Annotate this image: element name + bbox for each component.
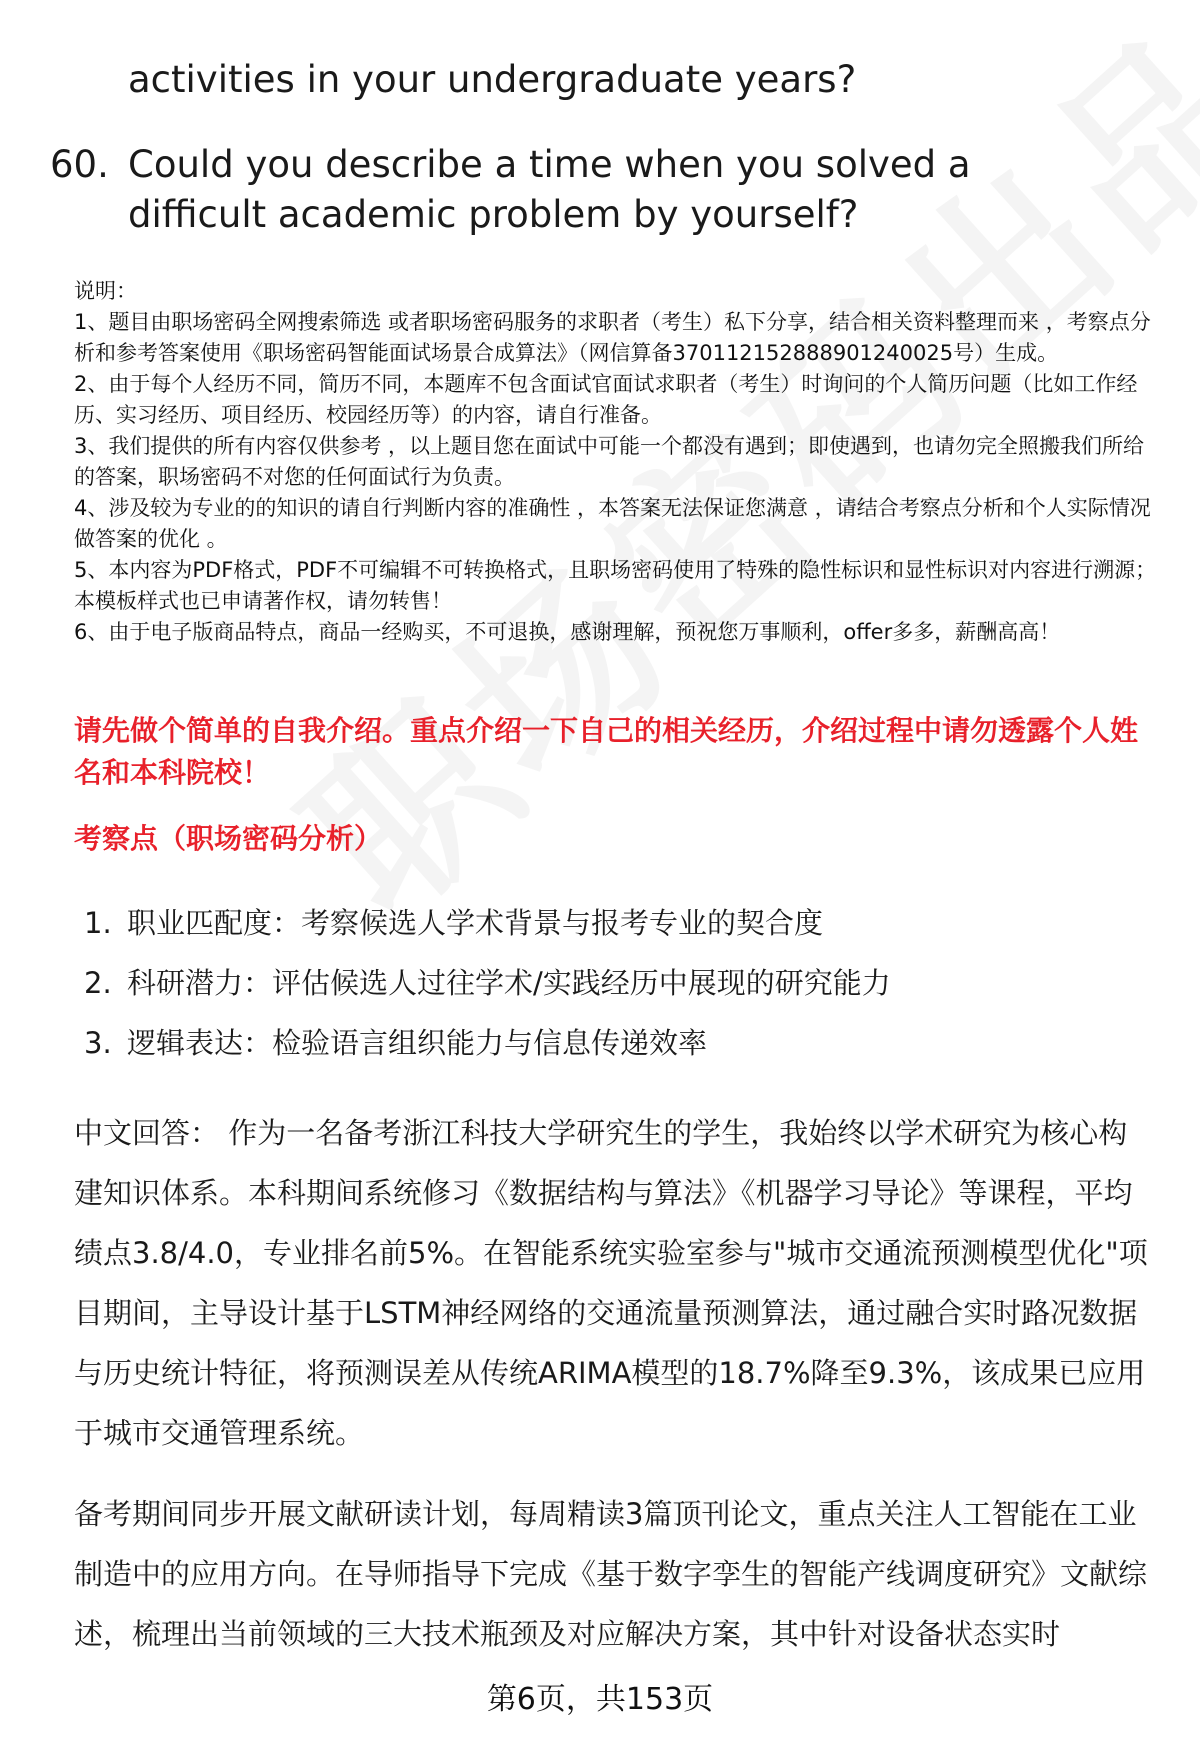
analysis-point-number: 1.: [84, 906, 112, 940]
analysis-point-text: 逻辑表达：检验语言组织能力与信息传递效率: [127, 1026, 708, 1060]
note-item: 5、本内容为PDF格式，PDF不可编辑不可转换格式，且职场密码使用了特殊的隐性标识和显性标识对内容进行溯源；本模板样式也已申请著作权，请勿转售！: [74, 558, 1157, 613]
note-item: 3、我们提供的所有内容仅供参考 ，以上题目您在面试中可能一个都没有遇到；即使遇到，也请勿完全照搬我们所给的答案，职场密码不对您的任何面试行为负责。: [74, 434, 1145, 489]
analysis-point: [84, 893, 1144, 953]
analysis-points: [84, 893, 1144, 1073]
interview-prompt: 请先做个简单的自我介绍。重点介绍一下自己的相关经历，介绍过程中请勿透露个人姓名和本科院校！: [74, 714, 1139, 789]
answer-paragraph-2: 备考期间同步开展文献研读计划，每周精读3篇顶刊论文，重点关注人工智能在工业制造中的应用方向。在导师指导下完成《基于数字孪生的智能产线调度研究》文献综述，梳理出当前领域的三大技术瓶颈及对应解决方案，其中针对设备状态实时: [74, 1497, 1148, 1651]
analysis-point-number: 2.: [84, 966, 112, 1000]
notes-section: [74, 276, 1164, 648]
analysis-point: [84, 953, 1144, 1013]
note-item: 6、由于电子版商品特点，商品一经购买，不可退换，感谢理解，预祝您万事顺利，offer多多，薪酬高高！: [74, 620, 1061, 644]
analysis-point-text: 科研潜力：评估候选人过往学术/实践经历中展现的研究能力: [127, 966, 891, 1000]
analysis-point: [84, 1013, 1144, 1073]
question-continuation: activities in your undergraduate years?: [128, 58, 857, 101]
notes-title: 说明：: [74, 279, 137, 303]
question-number: 60.: [50, 143, 109, 186]
note-item: 4、涉及较为专业的的知识的请自行判断内容的准确性 ，本答案无法保证您满意 ，请结合考察点分析和个人实际情况做答案的优化 。: [74, 496, 1151, 551]
answer-paragraph-1: 中文回答： 作为一名备考浙江科技大学研究生的学生，我始终以学术研究为核心构建知识体系。本科期间系统修习《数据结构与算法》《机器学习导论》等课程，平均绩点3.8/4.0，专业排名前5%。在智能系统实验室参与"城市交通流预测模型优化"项目期间，主导设计基于LSTM神经网络的交通流量预测算法，通过融合实时路况数据与历史统计特征，将预测误差从传统ARIMA模型的18.7%降至9.3%，该成果已应用于城市交通管理系统。: [74, 1116, 1148, 1450]
analysis-point-text: 职业匹配度：考察候选人学术背景与报考专业的契合度: [127, 906, 824, 940]
analysis-title: 考察点（职场密码分析）: [74, 822, 383, 855]
note-item: 2、由于每个人经历不同，简历不同，本题库不包含面试官面试求职者（考生）时询问的个人简历问题（比如工作经历、实习经历、项目经历、校园经历等）的内容，请自行准备。: [74, 372, 1138, 427]
question-item: [50, 140, 1130, 240]
question-text: Could you describe a time when you solved a difficult academic problem by yourself?: [128, 143, 971, 236]
analysis-point-number: 3.: [84, 1026, 112, 1060]
note-item: 1、题目由职场密码全网搜索筛选 或者职场密码服务的求职者（考生）私下分享，结合相关资料整理而来 ，考察点分析和参考答案使用《职场密码智能面试场景合成算法》（网信算备370112152888901240025号）生成。: [74, 310, 1151, 365]
page-footer: 第6页，共153页: [486, 1682, 714, 1717]
